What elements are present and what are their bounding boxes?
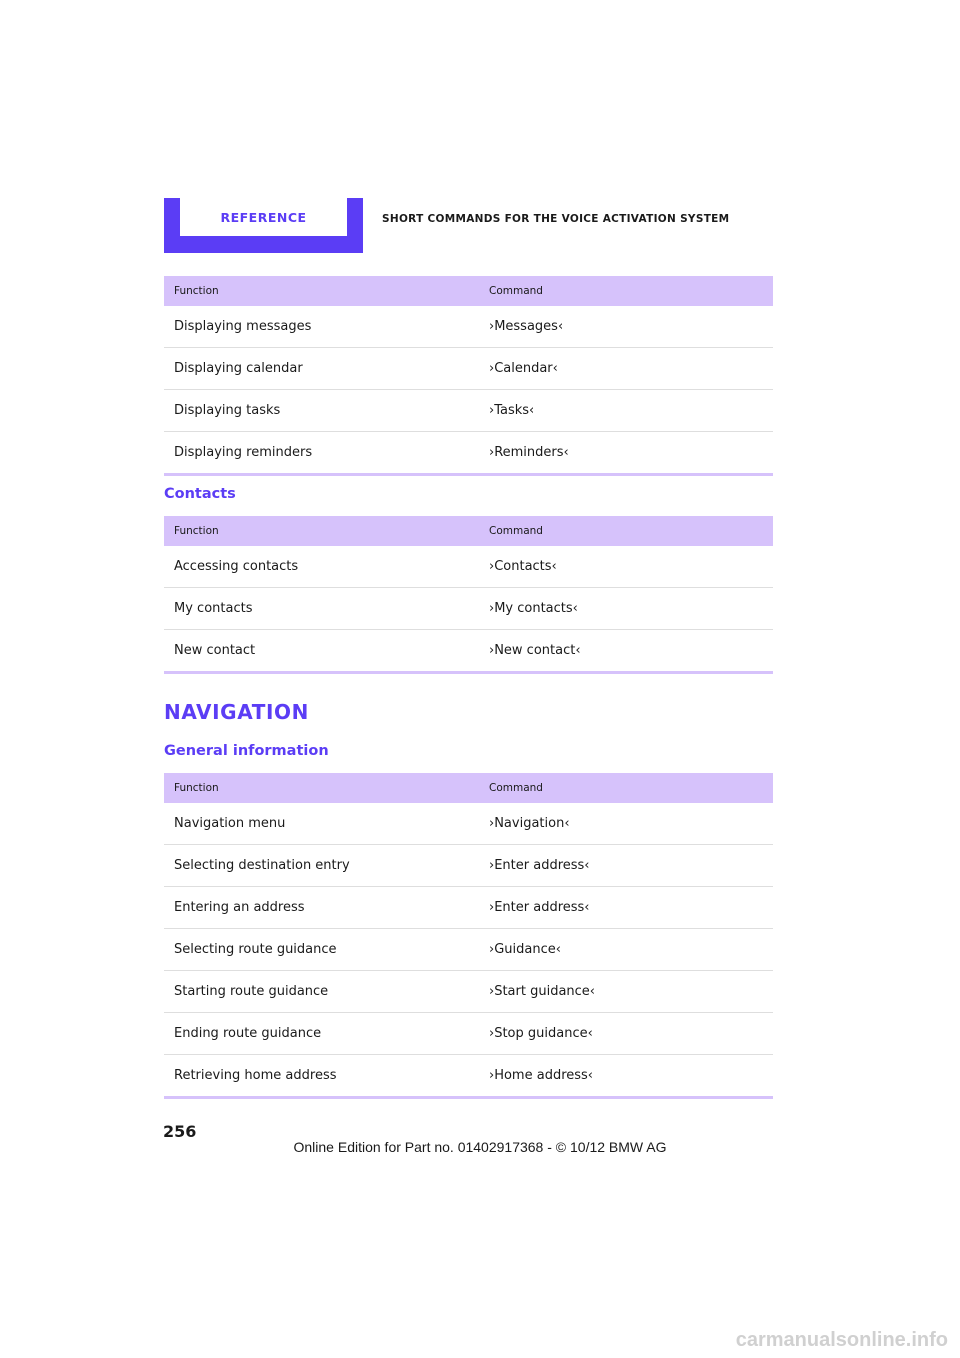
function-cell: Displaying reminders (164, 432, 479, 475)
command-cell: ›New contact‹ (479, 630, 773, 673)
function-cell: Selecting destination entry (164, 845, 479, 887)
table-row (164, 348, 773, 390)
function-cell: Retrieving home address (164, 1055, 479, 1098)
command-cell: ›Navigation‹ (489, 816, 570, 831)
command-cell: ›Messages‹ (489, 319, 564, 334)
contacts-heading: Contacts (164, 486, 236, 502)
command-cell: ›Start guidance‹ (479, 971, 773, 1013)
table-row (164, 887, 773, 929)
function-cell: Starting route guidance (164, 971, 479, 1013)
function-cell: Accessing contacts (174, 559, 299, 574)
column-header-function: Function (164, 773, 479, 803)
command-cell: ›My contacts‹ (479, 588, 773, 630)
command-cell: ›Tasks‹ (479, 390, 773, 432)
table-header-row (164, 516, 773, 546)
navigation-section-title: NAVIGATION (164, 700, 309, 724)
function-cell: Displaying messages (174, 319, 312, 334)
column-header-function: Function (164, 276, 479, 306)
navigation-commands-table (164, 773, 773, 1099)
table-row (164, 588, 773, 630)
table-row (164, 929, 773, 971)
command-cell: ›Enter address‹ (479, 887, 773, 929)
command-cell: ›Guidance‹ (479, 929, 773, 971)
function-cell: Entering an address (164, 887, 479, 929)
column-header-command: Command (479, 773, 773, 803)
table-row (164, 1055, 773, 1098)
edition-footer: Online Edition for Part no. 01402917368 - © 10/12 BMW AG (293, 1139, 667, 1155)
page-number: 256 (163, 1122, 197, 1141)
table-row (164, 630, 773, 673)
running-head-title: SHORT COMMANDS FOR THE VOICE ACTIVATION SYSTEM (382, 213, 730, 225)
function-cell: My contacts (164, 588, 479, 630)
function-cell: Displaying calendar (164, 348, 479, 390)
contacts-commands-table (164, 516, 773, 674)
function-cell: Selecting route guidance (164, 929, 479, 971)
chapter-tab-label: REFERENCE (180, 198, 347, 236)
table-row (164, 971, 773, 1013)
table-header-row (164, 276, 773, 306)
command-cell: ›Stop guidance‹ (479, 1013, 773, 1055)
function-cell: Displaying tasks (164, 390, 479, 432)
table-row (164, 306, 773, 348)
messages-commands-table (164, 276, 773, 476)
table-row (164, 432, 773, 475)
column-header-command: Command (479, 516, 773, 546)
table-row (164, 803, 773, 845)
command-cell: ›Reminders‹ (479, 432, 773, 475)
command-cell: ›Enter address‹ (479, 845, 773, 887)
table-row (164, 390, 773, 432)
function-cell: Ending route guidance (164, 1013, 479, 1055)
table-header-row (164, 773, 773, 803)
column-header-function: Function (164, 516, 479, 546)
watermark: carmanualsonline.info (735, 1329, 948, 1351)
function-cell: New contact (164, 630, 479, 673)
command-cell: ›Calendar‹ (479, 348, 773, 390)
command-cell: ›Home address‹ (479, 1055, 773, 1098)
column-header-command: Command (479, 276, 773, 306)
table-row (164, 546, 773, 588)
table-row (164, 845, 773, 887)
function-cell: Navigation menu (174, 816, 286, 831)
general-information-heading: General information (164, 743, 329, 759)
table-row (164, 1013, 773, 1055)
command-cell: ›Contacts‹ (489, 559, 557, 574)
